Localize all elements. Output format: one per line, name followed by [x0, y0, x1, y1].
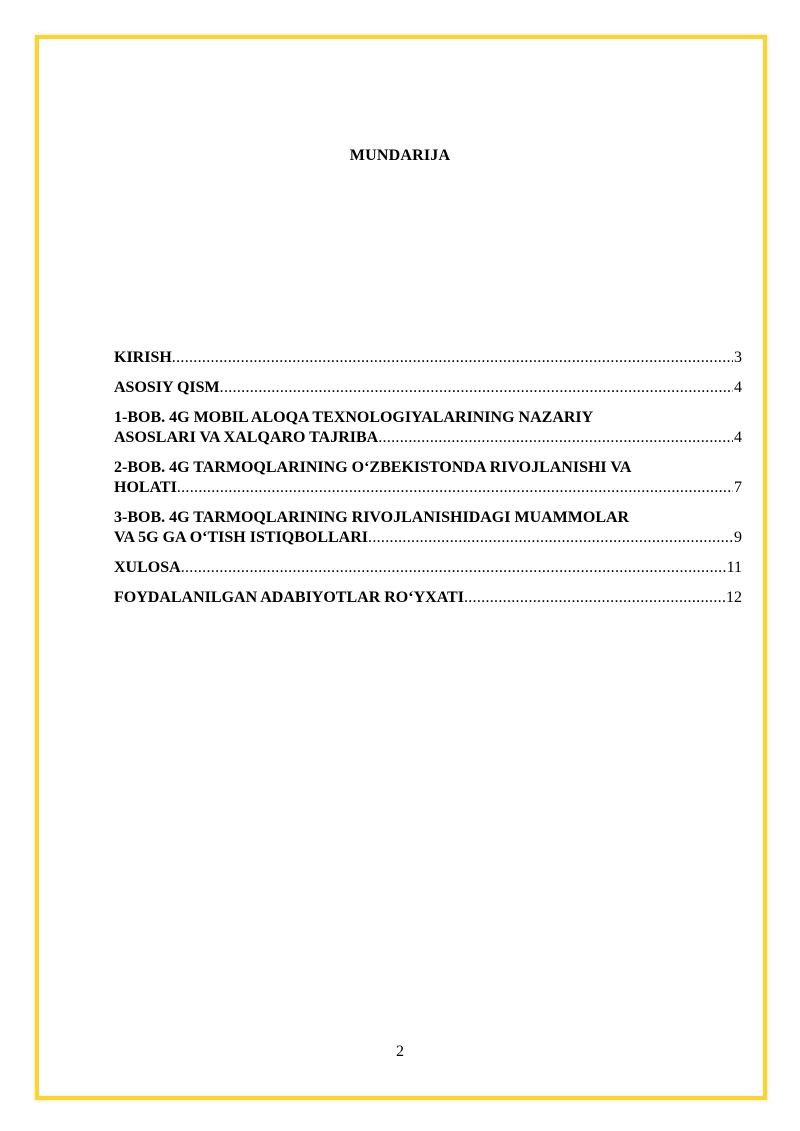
toc-entry-title: FOYDALANILGAN ADABIYOTLAR RO‘YXATI — [114, 589, 464, 606]
toc-entry-kirish[interactable] — [114, 348, 742, 368]
toc-entry-title: ASOSIY QISM — [114, 379, 220, 396]
page-title: MUNDARIJA — [349, 147, 451, 164]
toc-page-number: 4 — [734, 429, 742, 446]
toc-entry-row — [114, 588, 742, 608]
dot-leader — [172, 348, 733, 368]
toc-entry-chapter-2[interactable] — [114, 458, 742, 498]
toc-entry-title: XULOSA — [114, 559, 181, 576]
dot-leader — [378, 428, 733, 448]
toc-entry-row — [114, 558, 742, 578]
toc-entry-title: ASOSLARI VA XALQARO TAJRIBA — [114, 429, 379, 446]
toc-page-number: 12 — [726, 589, 742, 606]
toc-entry-title: VA 5G GA O‘TISH ISTIQBOLLARI — [114, 529, 369, 546]
toc-entry-title-line: 3-BOB. 4G TARMOQLARINING RIVOJLANISHIDAGI MUAMMOLAR — [114, 509, 630, 526]
toc-entry-title: HOLATI — [114, 479, 177, 496]
toc-entry-row — [114, 528, 742, 548]
toc-page-number: 11 — [726, 559, 742, 576]
toc-entry-title: KIRISH — [114, 349, 172, 366]
toc-entry-row — [114, 428, 742, 448]
toc-entry-row — [114, 478, 742, 498]
dot-leader — [464, 588, 725, 608]
toc-entry-references[interactable] — [114, 588, 742, 608]
dot-leader — [220, 378, 733, 398]
dot-leader — [181, 558, 726, 578]
toc-page-number: 7 — [734, 479, 742, 496]
page-number: 2 — [396, 1043, 404, 1060]
toc-entry-chapter-1[interactable] — [114, 408, 742, 448]
table-of-contents — [114, 348, 742, 618]
toc-entry-title-line: 1-BOB. 4G MOBIL ALOQA TEXNOLOGIYALARINING NAZARIY — [114, 409, 594, 426]
toc-page-number: 4 — [734, 379, 742, 396]
toc-page-number: 9 — [734, 529, 742, 546]
toc-entry-row — [114, 378, 742, 398]
dot-leader — [368, 528, 733, 548]
toc-entry-row — [114, 348, 742, 368]
toc-entry-asosiy-qism[interactable] — [114, 378, 742, 398]
toc-entry-title-line: 2-BOB. 4G TARMOQLARINING O‘ZBEKISTONDA RIVOJLANISHI VA — [114, 459, 632, 476]
dot-leader — [177, 478, 733, 498]
toc-entry-chapter-3[interactable] — [114, 508, 742, 548]
toc-page-number: 3 — [734, 349, 742, 366]
toc-entry-xulosa[interactable] — [114, 558, 742, 578]
